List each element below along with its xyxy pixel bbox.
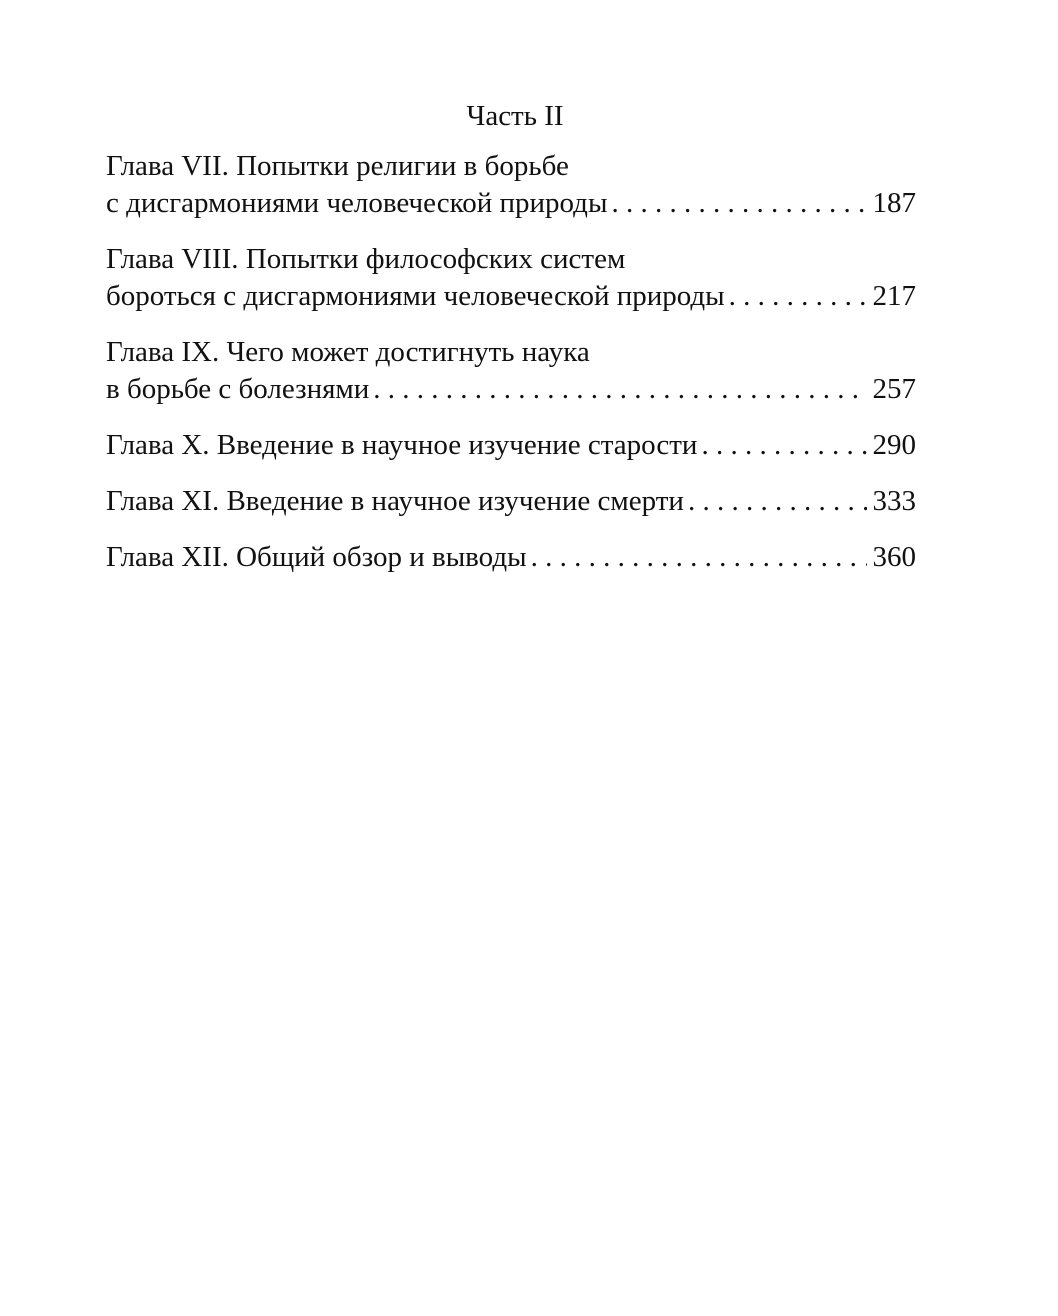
toc-entry-title-continuation: в борьбе с болезнями <box>106 373 370 405</box>
toc-entry-chapter-9[interactable] <box>106 334 916 408</box>
toc-entry-last-line <box>106 427 916 464</box>
toc-entry-chapter-7[interactable] <box>106 148 916 222</box>
toc-page-number: 333 <box>872 485 916 517</box>
dot-leader <box>729 278 867 315</box>
toc-page-number: 217 <box>872 280 916 312</box>
toc-entry-last-line <box>106 483 916 520</box>
dot-leader <box>611 185 866 222</box>
toc-entry-chapter-12[interactable] <box>106 539 916 576</box>
toc-entry-title-continuation: с дисгармониями человеческой природы <box>106 187 608 219</box>
toc-entry-title-line: Глава VIII. Попытки философских систем <box>106 243 626 275</box>
toc-entry-last-line <box>106 371 916 408</box>
toc-entry-title: Глава XII. Общий обзор и выводы <box>106 541 527 573</box>
dot-leader <box>701 427 866 464</box>
toc-page-number: 360 <box>872 541 916 573</box>
toc-entry-last-line <box>106 185 916 222</box>
toc-entry-title: Глава X. Введение в научное изучение старости <box>106 429 698 461</box>
dot-leader <box>373 371 866 408</box>
dot-leader <box>688 483 867 520</box>
toc-entry-chapter-8[interactable] <box>106 241 916 315</box>
part-title: Часть II <box>466 100 564 132</box>
toc-entry-chapter-10[interactable] <box>106 427 916 464</box>
toc-entry-title-continuation: бороться с дисгармониями человеческой природы <box>106 280 725 312</box>
table-of-contents-page <box>106 96 916 595</box>
toc-entry-title-line: Глава VII. Попытки религии в борьбе <box>106 150 569 182</box>
toc-list <box>106 148 916 576</box>
dot-leader <box>531 539 867 576</box>
toc-entry-last-line <box>106 278 916 315</box>
toc-entry-title: Глава XI. Введение в научное изучение смерти <box>106 485 684 517</box>
toc-entry-last-line <box>106 539 916 576</box>
toc-entry-chapter-11[interactable] <box>106 483 916 520</box>
toc-page-number: 187 <box>872 187 916 219</box>
toc-page-number: 257 <box>872 373 916 405</box>
toc-entry-title-line: Глава IX. Чего может достигнуть наука <box>106 336 590 368</box>
toc-page-number: 290 <box>872 429 916 461</box>
